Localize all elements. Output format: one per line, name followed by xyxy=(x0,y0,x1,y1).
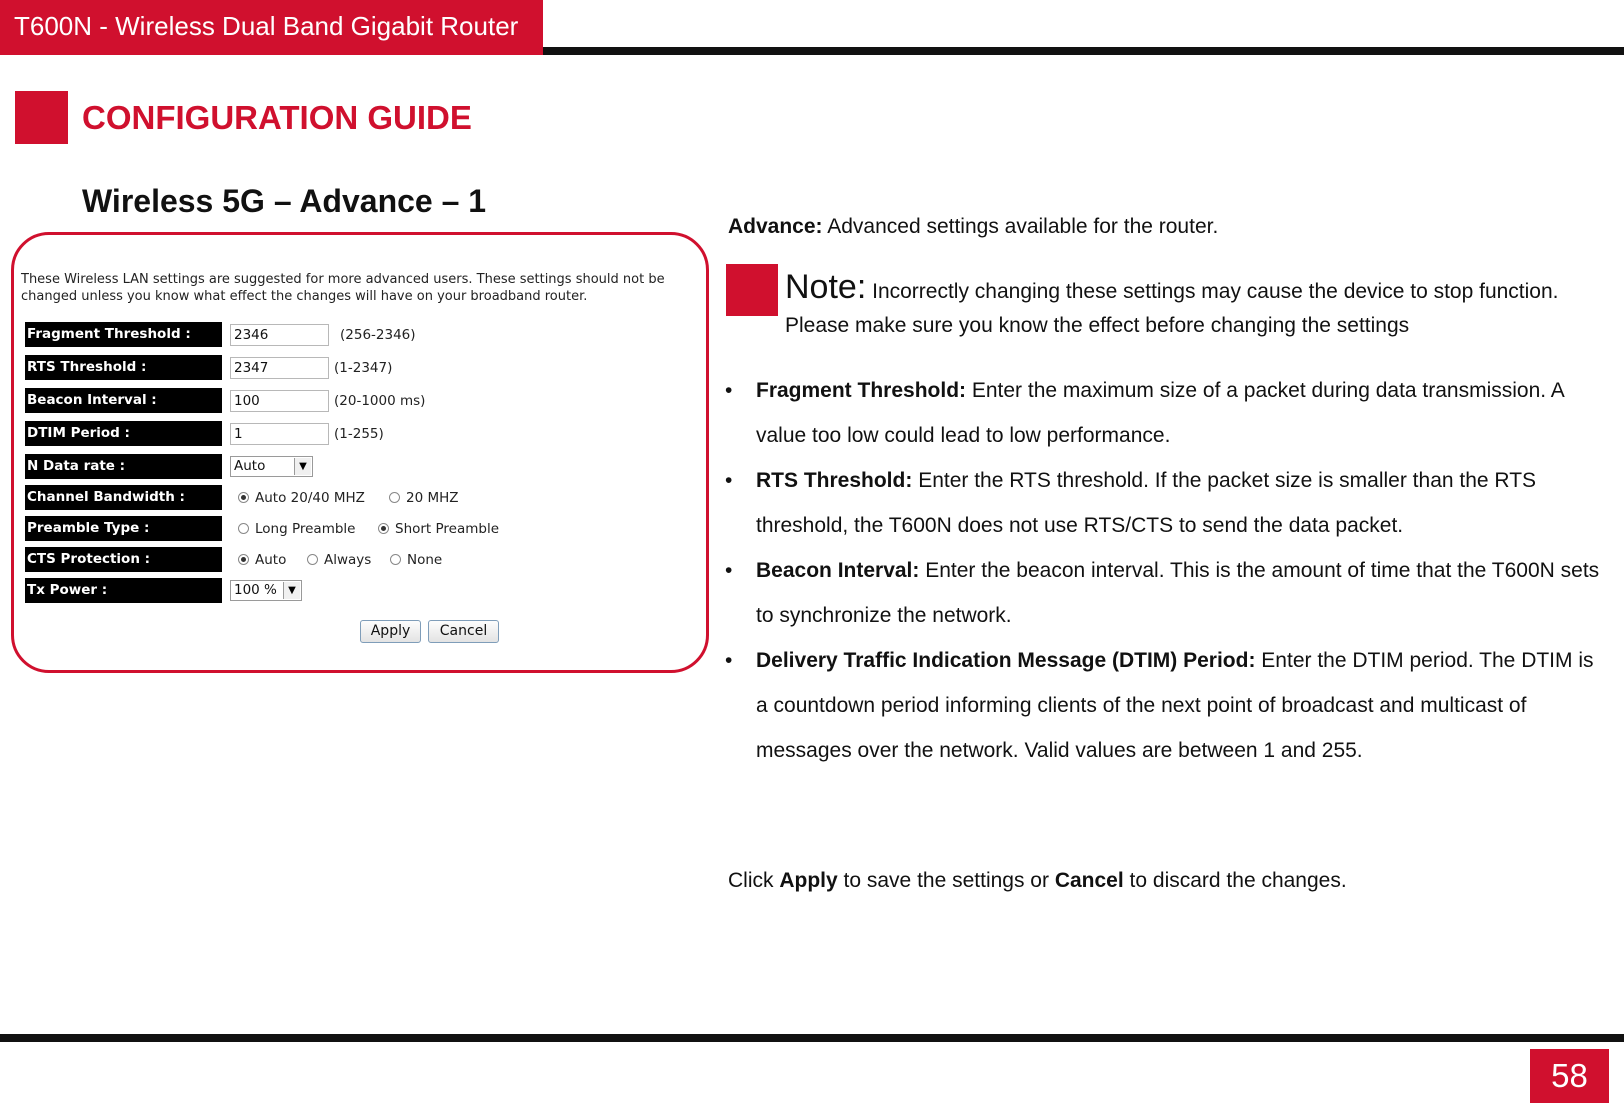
option-label: None xyxy=(407,552,443,568)
option-label: Short Preamble xyxy=(395,521,500,537)
cts-protection-label: CTS Protection : xyxy=(25,547,222,572)
option-label: Long Preamble xyxy=(255,521,356,537)
bullet-term: Fragment Threshold: xyxy=(756,379,967,402)
note-marker xyxy=(726,264,778,316)
cts-auto-option[interactable] xyxy=(238,550,286,570)
bullet-term: Delivery Traffic Indication Message (DTIM) Period: xyxy=(756,649,1256,672)
rts-threshold-input[interactable]: 2347 xyxy=(230,357,329,379)
preamble-long-option[interactable] xyxy=(238,519,355,539)
chevron-down-icon[interactable]: ▼ xyxy=(283,582,300,599)
preamble-type-label: Preamble Type : xyxy=(25,516,222,541)
guide-marker xyxy=(15,91,68,144)
click-cancel: Cancel xyxy=(1054,869,1124,892)
bullet-term: Beacon Interval: xyxy=(756,559,920,582)
cts-none-option[interactable] xyxy=(390,550,442,570)
radio-unselected-icon[interactable] xyxy=(238,523,249,534)
cts-always-option[interactable] xyxy=(307,550,371,570)
bullet-term: RTS Threshold: xyxy=(756,469,913,492)
tx-power-label: Tx Power : xyxy=(25,578,222,603)
option-label: Auto 20/40 MHZ xyxy=(255,490,365,506)
option-label: 20 MHZ xyxy=(406,490,459,506)
dtim-period-input[interactable]: 1 xyxy=(230,423,329,445)
bullet-text: Enter the DTIM period. The DTIM is a countdown period informing clients of the next point of broadcast and multicast of messages over the network. Valid values are between 1 and 255. xyxy=(756,649,1594,762)
fragment-threshold-label: Fragment Threshold : xyxy=(25,322,222,347)
list-item xyxy=(720,458,1600,548)
fragment-threshold-range: (256-2346) xyxy=(340,327,416,343)
radio-selected-icon[interactable] xyxy=(378,523,389,534)
radio-selected-icon[interactable] xyxy=(238,554,249,565)
tx-power-value: 100 % xyxy=(234,582,277,598)
radio-unselected-icon[interactable] xyxy=(307,554,318,565)
radio-unselected-icon[interactable] xyxy=(389,492,400,503)
guide-title: CONFIGURATION GUIDE xyxy=(82,99,472,136)
dtim-period-label: DTIM Period : xyxy=(25,421,222,446)
panel-intro-text: These Wireless LAN settings are suggested for more advanced users. These settings should not be changed unless you know what effect the changes will have on your broadband router. xyxy=(21,272,665,304)
chevron-down-icon[interactable]: ▼ xyxy=(294,458,311,475)
option-label: Auto xyxy=(255,552,287,568)
click-suffix: to discard the changes. xyxy=(1129,869,1347,892)
channel-bandwidth-auto-option[interactable] xyxy=(238,488,365,508)
click-apply: Apply xyxy=(779,869,838,892)
n-data-rate-select[interactable] xyxy=(230,456,313,477)
radio-unselected-icon[interactable] xyxy=(390,554,401,565)
bullet-icon: • xyxy=(725,559,733,582)
bullet-icon: • xyxy=(725,649,733,672)
option-label: Always xyxy=(324,552,372,568)
channel-bandwidth-20mhz-option[interactable] xyxy=(389,488,459,508)
bullet-icon: • xyxy=(725,379,733,402)
header-rule xyxy=(543,47,1624,55)
note-label: Note: xyxy=(785,268,867,306)
n-data-rate-value: Auto xyxy=(234,458,266,474)
footer-rule xyxy=(0,1034,1624,1042)
note-text: Incorrectly changing these settings may cause the device to stop function. Please make sure you know the effect before changing the settings xyxy=(785,280,1559,337)
fragment-threshold-input[interactable]: 2346 xyxy=(230,324,329,346)
advance-term: Advance: xyxy=(728,215,823,238)
beacon-interval-range: (20-1000 ms) xyxy=(334,393,426,409)
apply-cancel-instruction xyxy=(728,866,1347,896)
list-item xyxy=(720,548,1600,638)
click-middle: to save the settings or xyxy=(843,869,1049,892)
cancel-button[interactable]: Cancel xyxy=(428,620,499,643)
channel-bandwidth-label: Channel Bandwidth : xyxy=(25,485,222,510)
product-title-tab: T600N - Wireless Dual Band Gigabit Router xyxy=(0,0,543,55)
click-prefix: Click xyxy=(728,869,774,892)
bullet-icon: • xyxy=(725,469,733,492)
advance-description xyxy=(728,212,1218,242)
tx-power-select[interactable] xyxy=(230,580,302,601)
section-heading: Wireless 5G – Advance – 1 xyxy=(82,183,487,219)
n-data-rate-label: N Data rate : xyxy=(25,454,222,479)
list-item xyxy=(720,368,1600,458)
dtim-period-range: (1-255) xyxy=(334,426,384,442)
page-number: 58 xyxy=(1530,1049,1609,1103)
beacon-interval-input[interactable]: 100 xyxy=(230,390,329,412)
radio-selected-icon[interactable] xyxy=(238,492,249,503)
list-item xyxy=(720,638,1600,773)
rts-threshold-range: (1-2347) xyxy=(334,360,393,376)
bullet-text: Enter the RTS threshold. If the packet size is smaller than the RTS threshold, the T600N does not use RTS/CTS to send the data packet. xyxy=(756,469,1537,537)
note-box xyxy=(785,270,1585,343)
advance-text: Advanced settings available for the router. xyxy=(827,215,1219,238)
beacon-interval-label: Beacon Interval : xyxy=(25,388,222,413)
field-descriptions-list xyxy=(720,368,1600,773)
preamble-short-option[interactable] xyxy=(378,519,499,539)
bullet-text: Enter the maximum size of a packet during data transmission. A value too low could lead to low performance. xyxy=(756,379,1564,447)
rts-threshold-label: RTS Threshold : xyxy=(25,355,222,380)
apply-button[interactable]: Apply xyxy=(360,620,421,643)
bullet-text: Enter the beacon interval. This is the amount of time that the T600N sets to synchronize the network. xyxy=(756,559,1600,627)
